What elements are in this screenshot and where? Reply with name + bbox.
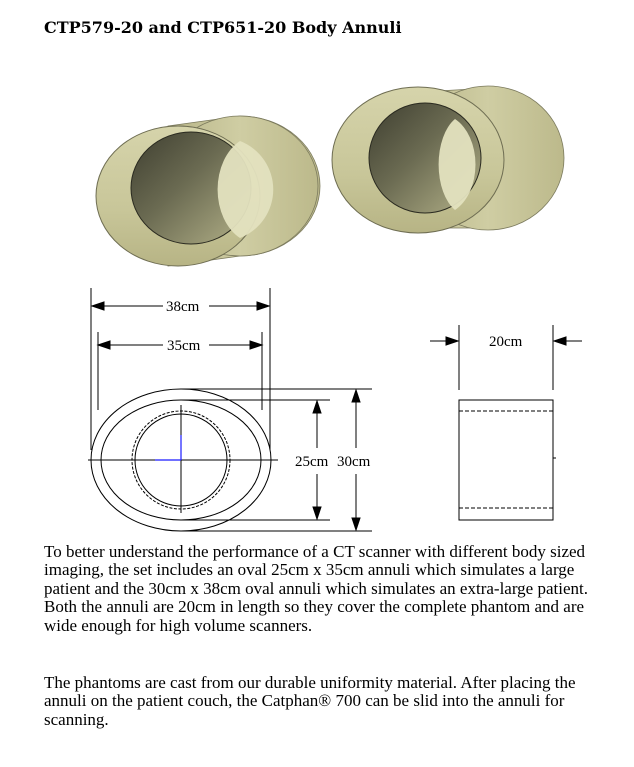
front-view-drawing [88, 288, 372, 531]
material-paragraph: The phantoms are cast from our durable uniformity material. After placing the annuli on the patient couch, the Catphan® 700 can be slid into the annuli for scanning. [44, 673, 576, 729]
description-paragraph: To better understand the performance of a CT scanner with different body sized imaging, the set includes an oval 25cm x 35cm annuli which simulates a large patient and the 30cm x 38cm oval annuli which simulates an extra-large patient. Both the annuli are 20cm in length so they cover the complete phantom and are wide enough for high volume scanners. [44, 542, 588, 635]
large-annulus-render [96, 116, 320, 266]
height-inner-label: 25cm [295, 454, 329, 470]
height-outer-label: 30cm [337, 454, 371, 470]
width-outer-label: 38cm [166, 299, 200, 315]
page-title: CTP579-20 and CTP651-20 Body Annuli [44, 18, 402, 37]
length-label: 20cm [489, 334, 523, 350]
side-view-drawing [459, 325, 556, 520]
width-inner-label: 35cm [167, 338, 201, 354]
extra-large-annulus-render [332, 86, 564, 233]
